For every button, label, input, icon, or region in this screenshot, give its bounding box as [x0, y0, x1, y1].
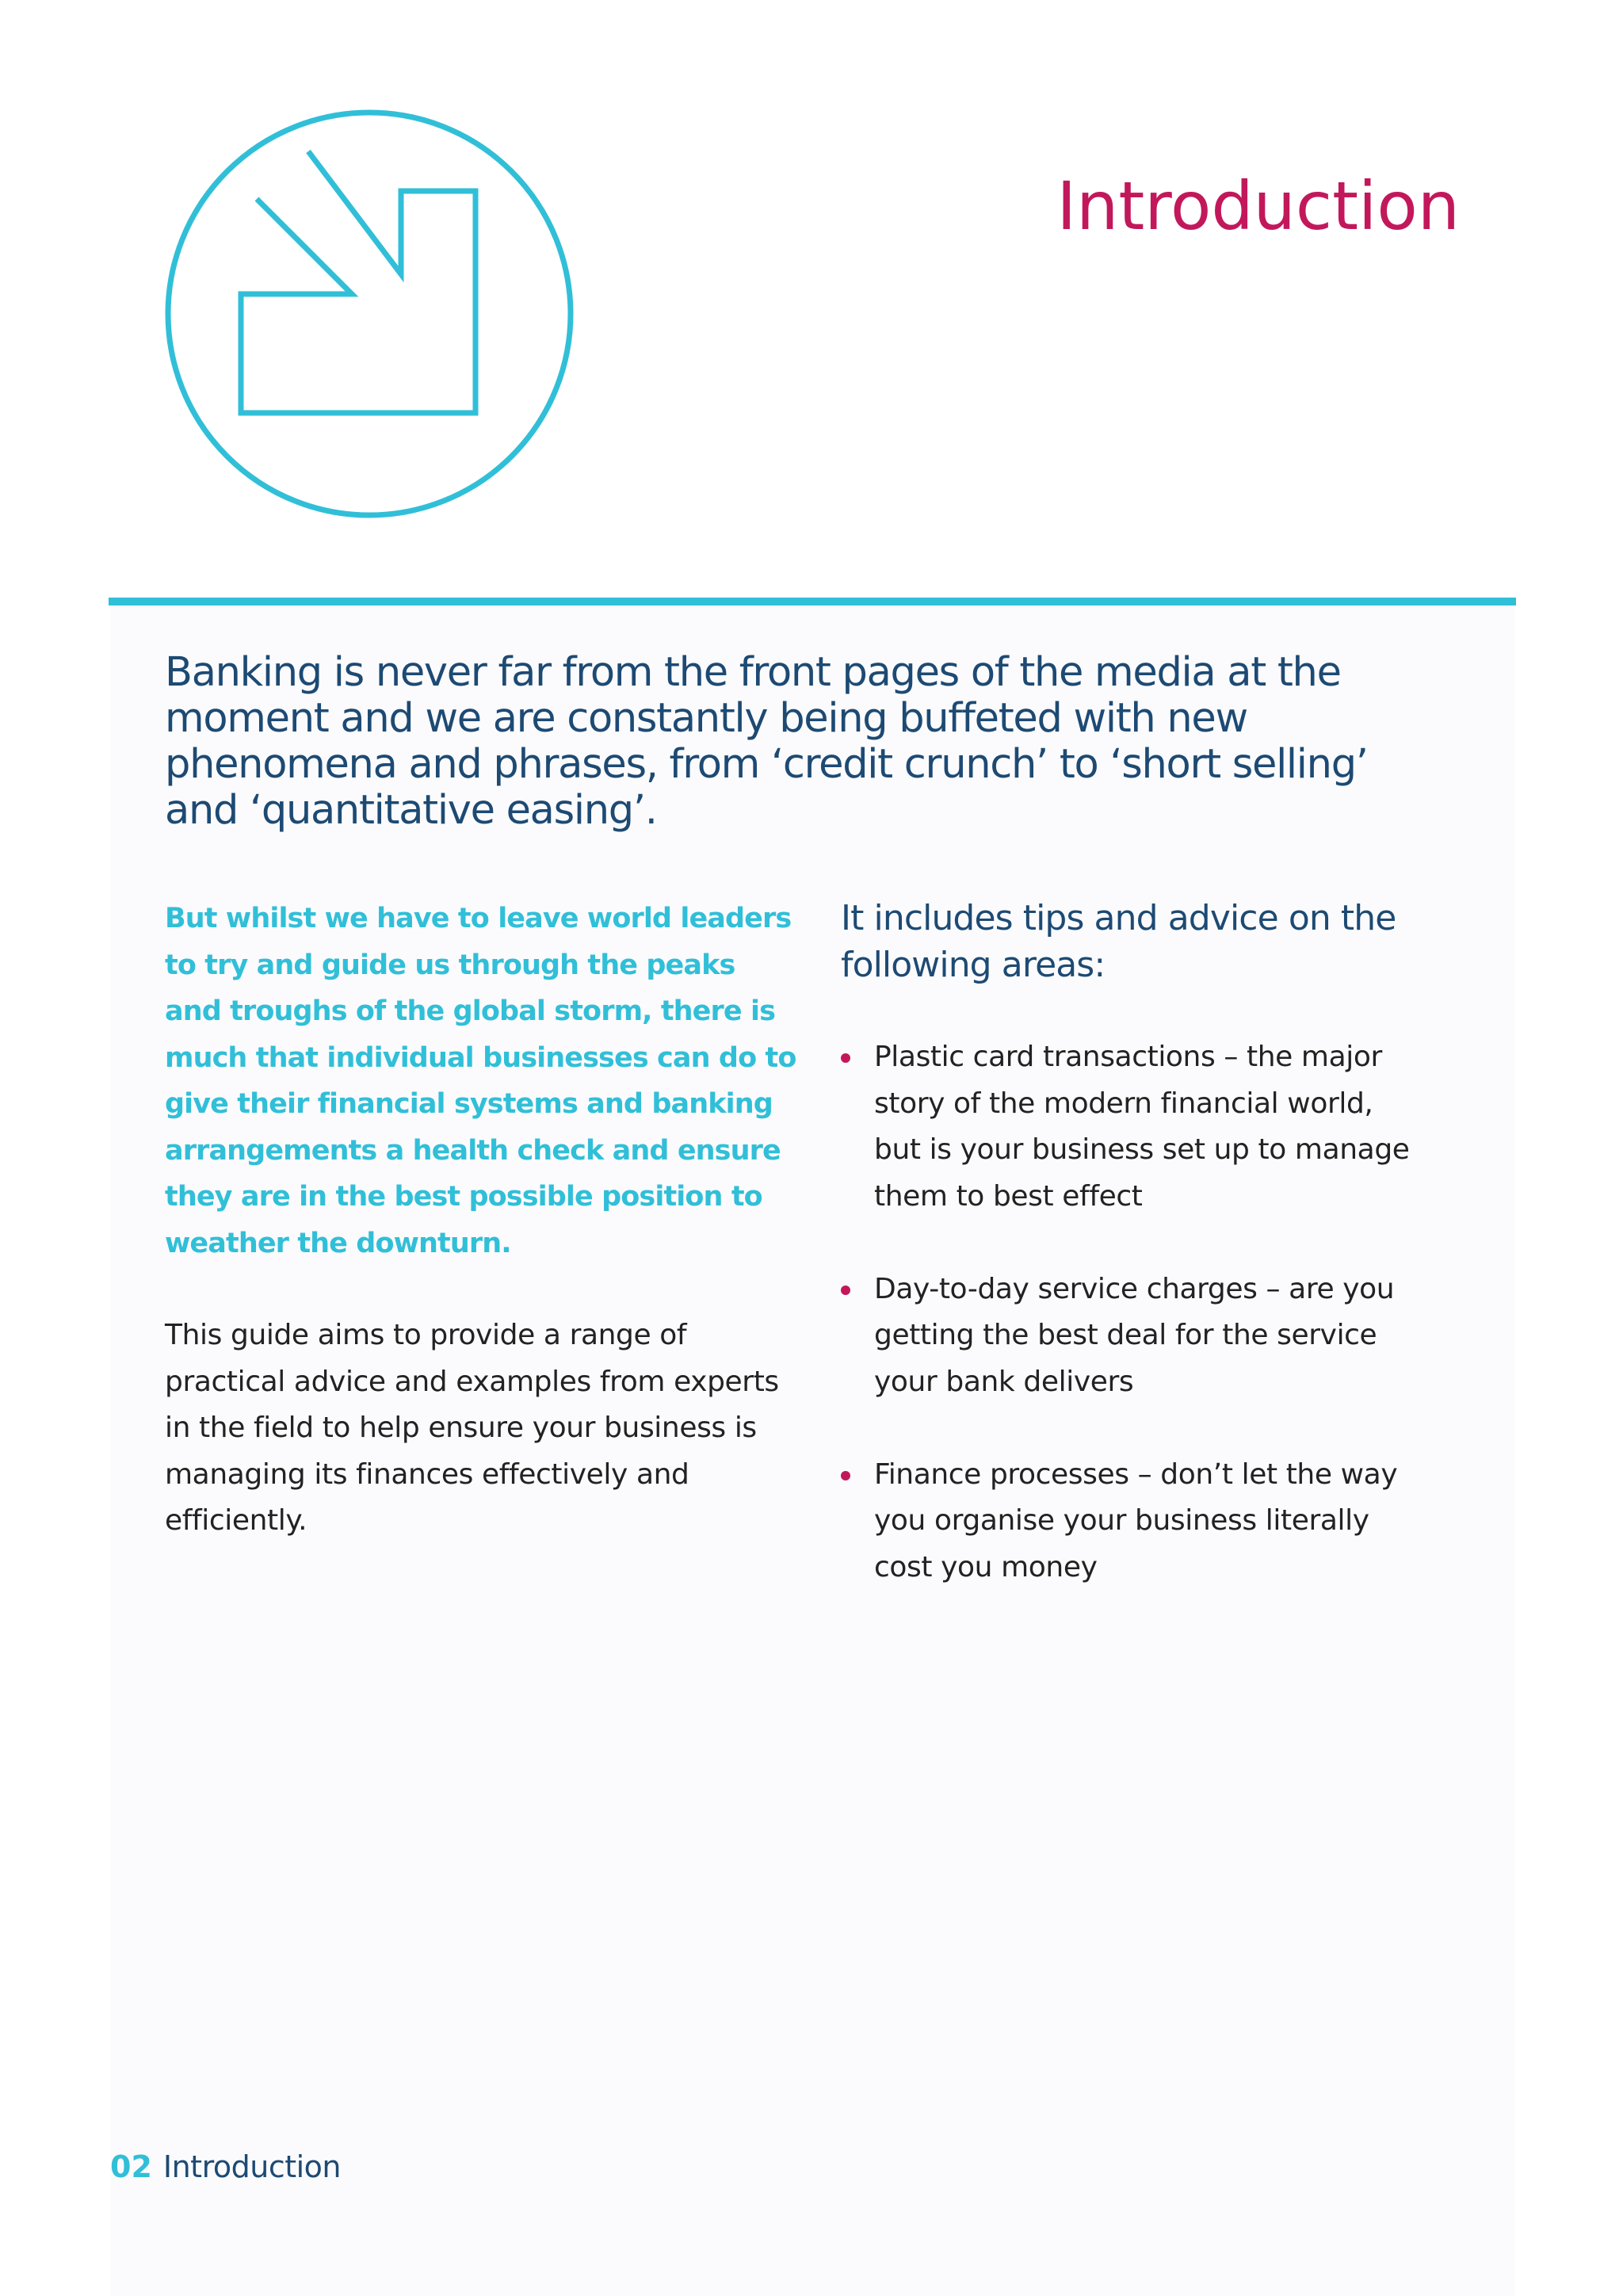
arrow-down-right-circle-icon	[163, 108, 575, 520]
list-item	[841, 1452, 1411, 1591]
pull-quote: But whilst we have to leave world leaders to try and guide us through the peaks and troughs of the global storm, there is much that individual businesses can do to give their financial systems and banking arrangements a health check and ensure they are in the best possible position to weather the downturn.	[165, 903, 796, 1259]
tips-intro: It includes tips and advice on the following areas:	[841, 898, 1396, 985]
lead-paragraph: Banking is never far from the front pages of the media at the moment and we are constantly being buffeted with new phenomena and phrases, from ‘credit crunch’ to ‘short selling’ and ‘quantitative easing’.	[165, 649, 1368, 834]
footer-section-label: Introduction	[162, 2149, 342, 2184]
tip-text: Day-to-day service charges – are you getting the best deal for the service your bank delivers	[874, 1272, 1395, 1398]
bullet-dot-icon	[841, 1286, 850, 1295]
left-column	[165, 896, 799, 1545]
bullet-dot-icon	[841, 1053, 850, 1063]
list-item	[841, 1266, 1411, 1406]
bullet-dot-icon	[841, 1471, 850, 1480]
section-divider	[109, 598, 1516, 606]
tips-list	[841, 1034, 1411, 1591]
right-column	[841, 896, 1411, 1637]
page-title: Introduction	[1056, 167, 1460, 245]
page-footer	[110, 2146, 341, 2187]
body-paragraph: This guide aims to provide a range of practical advice and examples from experts in the field to help ensure your business is managing its finances effectively and efficiently.	[165, 1319, 779, 1537]
tip-text: Plastic card transactions – the major story of the modern financial world, but is your business set up to manage them to best effect	[874, 1041, 1410, 1213]
tip-text: Finance processes – don’t let the way you organise your business literally cost you money	[874, 1457, 1398, 1584]
list-item	[841, 1034, 1411, 1220]
page-number: 02	[110, 2149, 152, 2184]
